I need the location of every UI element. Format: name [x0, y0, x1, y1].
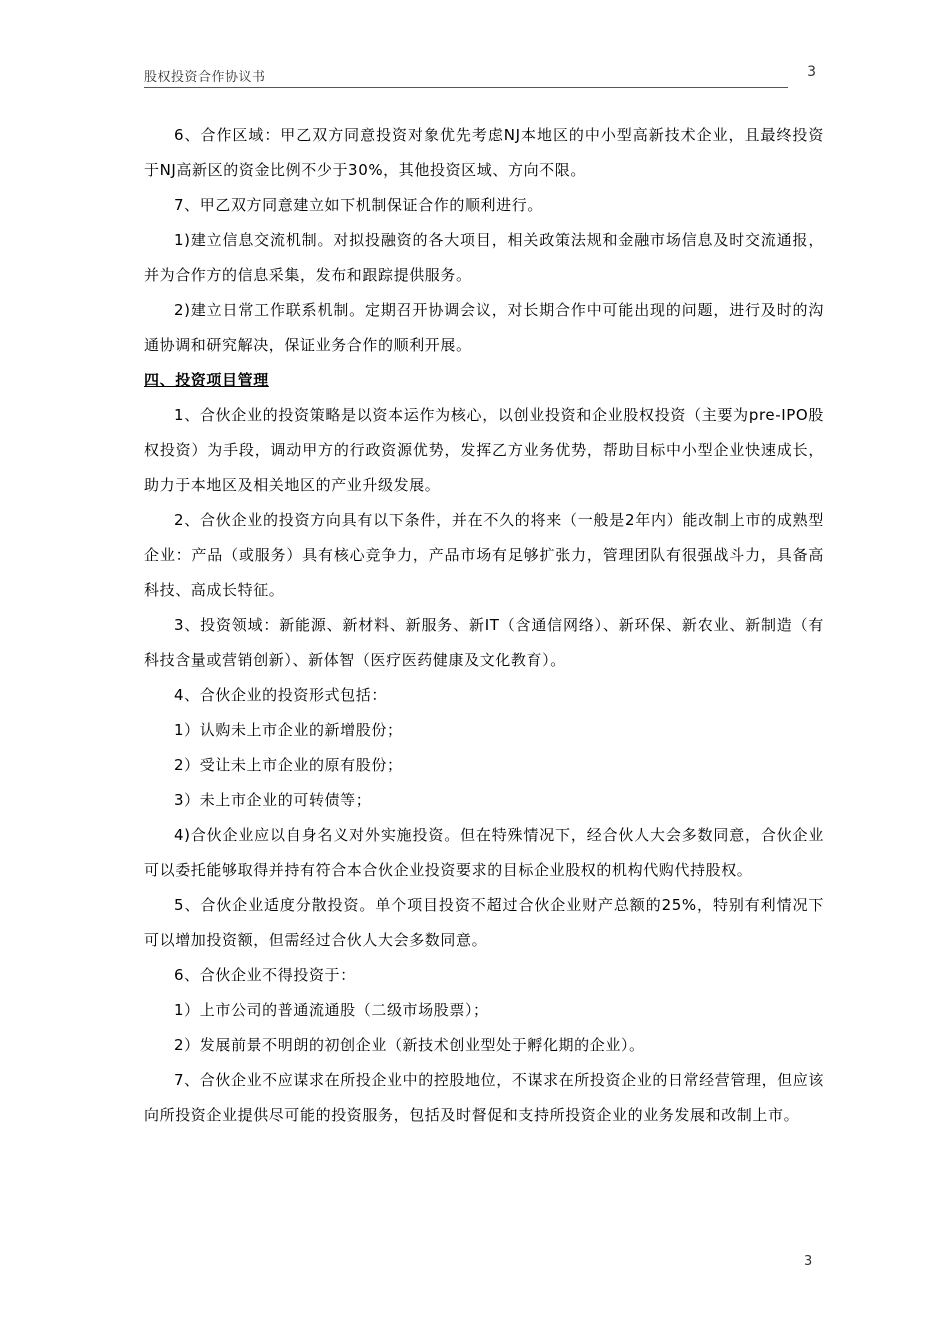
document-body [144, 118, 824, 1133]
paragraph: 5、合伙企业适度分散投资。单个项目投资不超过合伙企业财产总额的25%，特别有利情况下可以增加投资额，但需经过合伙人大会多数同意。 [144, 896, 824, 949]
paragraph: 1)建立信息交流机制。对拟投融资的各大项目，相关政策法规和金融市场信息及时交流通报，并为合作方的信息采集，发布和跟踪提供服务。 [144, 231, 824, 284]
paragraph: 3、投资领域：新能源、新材料、新服务、新IT（含通信网络）、新环保、新农业、新制造（有科技含量或营销创新）、新体智（医疗医药健康及文化教育）。 [144, 616, 824, 669]
section-heading: 四、投资项目管理 [144, 371, 269, 389]
footer-page-number: 3 [804, 1254, 813, 1269]
list-item: 2）发展前景不明朗的初创企业（新技术创业型处于孵化期的企业）。 [174, 1036, 645, 1054]
paragraph: 6、合作区域：甲乙双方同意投资对象优先考虑NJ本地区的中小型高新技术企业，且最终投资于NJ高新区的资金比例不少于30%，其他投资区域、方向不限。 [144, 126, 824, 179]
page-header [144, 66, 816, 86]
paragraph: 2、合伙企业的投资方向具有以下条件，并在不久的将来（一般是2年内）能改制上市的成熟型企业：产品（或服务）具有核心竞争力，产品市场有足够扩张力，管理团队有很强战斗力，具备高科技、高成长特征。 [144, 511, 824, 599]
list-item: 1）认购未上市企业的新增股份； [174, 721, 403, 739]
paragraph: 4、合伙企业的投资形式包括： [174, 686, 387, 704]
list-item: 4)合伙企业应以自身名义对外实施投资。但在特殊情况下，经合伙人大会多数同意，合伙企业可以委托能够取得并持有符合本合伙企业投资要求的目标企业股权的机构代购代持股权。 [144, 826, 824, 879]
list-item: 1）上市公司的普通流通股（二级市场股票）； [174, 1001, 489, 1019]
header-rule [144, 87, 788, 88]
header-title: 股权投资合作协议书 [144, 70, 266, 85]
paragraph: 6、合伙企业不得投资于： [174, 966, 356, 984]
paragraph: 7、甲乙双方同意建立如下机制保证合作的顺利进行。 [174, 196, 543, 214]
list-item: 3）未上市企业的可转债等； [174, 791, 372, 809]
paragraph: 1、合伙企业的投资策略是以资本运作为核心，以创业投资和企业股权投资（主要为pre-IPO股权投资）为手段，调动甲方的行政资源优势，发挥乙方业务优势，帮助目标中小型企业快速成长，助力于本地区及相关地区的产业升级发展。 [144, 406, 824, 494]
paragraph: 2)建立日常工作联系机制。定期召开协调会议，对长期合作中可能出现的问题，进行及时的沟通协调和研究解决，保证业务合作的顺利开展。 [144, 301, 824, 354]
header-page-number: 3 [807, 64, 816, 80]
list-item: 2）受让未上市企业的原有股份； [174, 756, 403, 774]
paragraph: 7、合伙企业不应谋求在所投企业中的控股地位，不谋求在所投资企业的日常经营管理，但应该向所投资企业提供尽可能的投资服务，包括及时督促和支持所投资企业的业务发展和改制上市。 [144, 1071, 824, 1124]
